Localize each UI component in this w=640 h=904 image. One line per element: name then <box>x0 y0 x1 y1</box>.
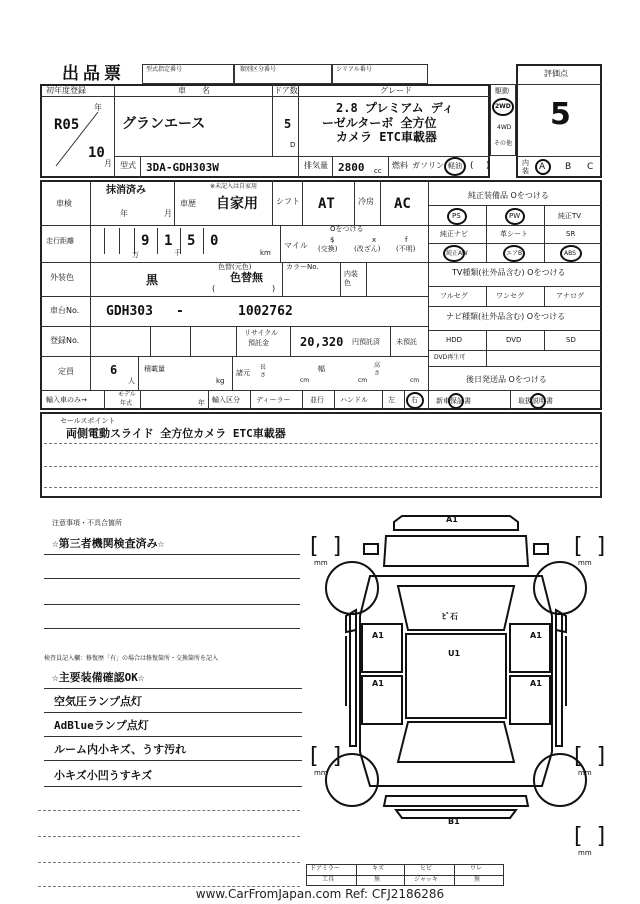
history-label: 車歴 <box>180 199 196 208</box>
model-no-label: 型式指定番号 <box>146 66 183 73</box>
mileage-digits <box>104 228 226 254</box>
drive-2wd: 2WD <box>495 103 511 110</box>
mileage-digit: 1 <box>157 228 180 254</box>
interior-color-label: 内装色 <box>344 270 358 287</box>
caution-text: ☆第三者機関検査済み☆ <box>52 537 165 550</box>
recycle-label-2: 預託金 <box>248 339 269 347</box>
load-unit: kg <box>216 377 225 385</box>
first-reg-year-unit: 年 <box>94 103 102 112</box>
equipment-ps: PS <box>452 212 461 220</box>
inspection-month-unit: 月 <box>164 209 172 218</box>
navi-sd: SD <box>566 336 576 344</box>
note-line: 空気圧ランプ点灯 <box>54 695 142 708</box>
caution-label: 注意事項・不具合箇所 <box>52 519 122 527</box>
import-dealer: ディーラー <box>256 396 291 404</box>
equipment-aw: 純正AW <box>446 250 468 257</box>
interior-b: B <box>565 162 572 172</box>
grade-line-1: 2.8 プレミアム ディ <box>336 101 454 115</box>
legend-header: キズ <box>372 865 384 872</box>
mileage-exchange: (交換) <box>318 245 338 253</box>
handle-label: ハンドル <box>340 396 368 404</box>
tread-front-right-mm: mm <box>578 559 592 567</box>
length-label: 長さ <box>260 364 267 379</box>
first-reg-month: 10 <box>88 145 105 161</box>
chassis-label: 車台No. <box>50 306 80 315</box>
mileage-digit: 5 <box>180 228 203 254</box>
sales-point-label: セールスポイント <box>60 417 116 425</box>
damage-a1-right-rear: A1 <box>530 679 542 688</box>
repaint-value: 色替無 <box>230 271 263 284</box>
displacement-value: 2800 <box>338 161 365 174</box>
load-label: 積載量 <box>144 365 165 373</box>
fuel-diesel: 軽油 <box>448 162 462 170</box>
tread-spare-mm: mm <box>578 849 592 857</box>
page-title: 出品票 <box>62 64 125 84</box>
chassis-number: 1002762 <box>238 304 293 319</box>
size-label: 諸元 <box>236 369 250 377</box>
navi-dvd-player: DVD再生可 <box>434 354 466 361</box>
handle-left: 左 <box>388 396 395 404</box>
legend-header: ワレ <box>470 865 483 872</box>
equipment-title: 純正装備品 Oをつける <box>468 191 549 200</box>
navi-dvd: DVD <box>506 336 522 344</box>
tv-type-title: TV種類(社外品含む) Oをつける <box>452 268 566 277</box>
note-line: AdBlueランプ点灯 <box>54 719 149 732</box>
note-line: ルーム内小キズ、うす汚れ <box>54 743 187 756</box>
later-manual: 取扱説明書 <box>518 397 553 405</box>
mileage-mark-f: f <box>405 236 408 244</box>
doors-value: 5 <box>284 117 292 131</box>
model-year-label-1: モデル <box>118 391 136 398</box>
equipment-pw: PW <box>509 212 521 220</box>
note-line: ☆主要装備確認OK☆ <box>52 671 145 684</box>
later-new-manual: 新車保証書 <box>436 397 471 405</box>
later-items-title: 後日発送品 Oをつける <box>466 375 547 384</box>
sales-point-box <box>40 412 602 498</box>
damage-hood-stone: ﾋﾞ石 <box>442 612 458 621</box>
sales-point-text: 両側電動スライド 全方位カメラ ETC車載器 <box>66 427 286 440</box>
displacement-unit: cc <box>374 167 382 175</box>
mileage-mark-x: x <box>372 236 377 244</box>
interior-c: C <box>587 162 594 172</box>
repaint-label: 色替(元色) <box>218 263 252 271</box>
history-note: ※未記入は自家用 <box>210 183 258 190</box>
import-year-unit: 年 <box>198 399 205 407</box>
recycle-unpaid: 未預託 <box>396 338 417 346</box>
category-no-label: 類別区分番号 <box>240 66 277 73</box>
vehicle-name: グランエース <box>122 116 206 132</box>
chassis-dash: - <box>176 304 184 319</box>
displacement-label: 排気量 <box>304 161 328 170</box>
legend-cell: ジャッキ <box>414 876 438 883</box>
evaluation-score: 5 <box>550 97 571 132</box>
type-value: 3DA-GDH303W <box>146 161 219 174</box>
recycle-label-1: リサイクル <box>244 329 279 337</box>
equipment-leather: 革シート <box>500 230 528 238</box>
import-class-label: 輸入区分 <box>212 396 240 404</box>
capacity-label: 定員 <box>58 367 74 376</box>
damage-u1: U1 <box>448 649 461 658</box>
tread-front-left-mm: mm <box>314 559 328 567</box>
mileage-modified: (改ざん) <box>354 245 381 253</box>
length-cm: cm <box>300 377 310 384</box>
mileage-sen-unit: 千 <box>174 249 181 257</box>
grade-line-2: ーゼルターボ 全方位 <box>322 116 437 130</box>
shift-value: AT <box>318 196 335 212</box>
legend-header: ヒビ <box>420 865 433 872</box>
legend-cell: 無 <box>374 876 381 883</box>
import-label: 輸入車のみ→ <box>46 396 87 404</box>
name-label: 車名 <box>178 86 226 95</box>
width-cm: cm <box>358 377 368 384</box>
serial-no-label: シリアル番号 <box>336 66 372 73</box>
ac-value: AC <box>394 196 411 212</box>
mileage-digit <box>104 228 119 254</box>
damage-b1: B1 <box>448 817 460 826</box>
damage-a1-right-front: A1 <box>530 631 542 640</box>
first-reg-label: 初年度登録 <box>46 86 86 95</box>
height-cm: cm <box>410 377 420 384</box>
fuel-gasoline: ガソリン <box>412 161 444 170</box>
grade-line-3: カメラ ETC車載器 <box>336 130 437 144</box>
equipment-sr: SR <box>566 230 576 238</box>
recycle-amount: 20,320 <box>300 335 344 349</box>
mile-label: マイル <box>284 241 308 250</box>
interior-label: 内装 <box>522 159 529 175</box>
mileage-digit: 9 <box>134 228 157 254</box>
inspection-label: 車検 <box>56 199 72 208</box>
registration-label: 登録No. <box>50 336 80 345</box>
doors-label: ドア数 <box>274 86 298 95</box>
doors-suffix: D <box>290 141 296 149</box>
damage-a1-left-rear: A1 <box>372 679 384 688</box>
grade-label: グレード <box>380 86 412 95</box>
recycle-status: 円預託済 <box>352 338 380 346</box>
shift-label: シフト <box>276 197 300 206</box>
color-no-label: カラーNo. <box>286 263 319 271</box>
mileage-circle-note: Oをつける <box>330 225 364 233</box>
tread-rear-right-mm: mm <box>578 769 592 777</box>
inspection-year-unit: 年 <box>120 209 128 218</box>
mileage-mark-dollar: $ <box>330 236 335 244</box>
drive-4wd: 4WD <box>497 124 512 131</box>
handle-right: 右 <box>411 396 418 404</box>
exterior-color-label: 外装色 <box>50 273 74 282</box>
interior-a: A <box>539 162 546 172</box>
inspector-label: 検査員記入欄：修復歴「有」の場合は修復箇所・交換箇所を記入 <box>44 655 219 662</box>
first-reg-slash <box>40 96 114 178</box>
height-label: 高さ <box>374 362 381 377</box>
tv-analog: アナログ <box>556 292 584 300</box>
model-year-label-2: 年式 <box>120 400 133 407</box>
damage-a1-left-front: A1 <box>372 631 384 640</box>
navi-hdd: HDD <box>446 336 463 344</box>
tread-rear-left-mm: mm <box>314 769 328 777</box>
equipment-tv: 純正TV <box>558 212 582 220</box>
type-label: 型式 <box>120 161 136 170</box>
tv-one: ワンセグ <box>496 292 524 300</box>
mileage-label: 走行距離 <box>46 237 74 245</box>
inspection-value: 抹消済み <box>106 185 146 196</box>
chassis-prefix: GDH303 <box>106 304 153 319</box>
capacity-unit: 人 <box>128 377 135 385</box>
ac-label: 冷房 <box>358 197 374 206</box>
fuel-label: 燃料 <box>392 161 408 170</box>
drive-label: 駆動 <box>495 87 509 95</box>
legend-cell: 無 <box>474 876 481 883</box>
evaluation-label: 評価点 <box>544 69 568 78</box>
legend-header: ドアミラー <box>310 865 340 872</box>
footer-watermark: www.CarFromJapan.com Ref: CFJ2186286 <box>195 887 445 901</box>
navi-type-title: ナビ種類(社外品含む) Oをつける <box>446 312 566 321</box>
drive-other: その他 <box>494 140 513 147</box>
width-label: 幅 <box>318 365 325 373</box>
equipment-airbag: エアB <box>506 250 523 257</box>
history-value: 自家用 <box>216 196 258 212</box>
equipment-navi: 純正ナビ <box>440 230 468 238</box>
import-parallel: 並行 <box>310 396 324 404</box>
first-reg-month-unit: 月 <box>104 159 112 168</box>
mileage-km-unit: km <box>260 249 271 257</box>
mileage-digit: 0 <box>203 228 226 254</box>
note-line: 小キズ小凹うすキズ <box>54 769 153 782</box>
exterior-color: 黒 <box>146 273 159 287</box>
tv-full: フルセグ <box>440 292 468 300</box>
first-reg-year: R05 <box>54 117 80 133</box>
damage-a1-top: A1 <box>446 515 458 524</box>
mileage-unknown: (不明) <box>396 245 416 253</box>
mileage-man-unit: 万 <box>132 251 139 259</box>
equipment-abs: ABS <box>564 250 576 257</box>
capacity-value: 6 <box>110 363 118 377</box>
legend-cell: 工具 <box>322 876 335 883</box>
